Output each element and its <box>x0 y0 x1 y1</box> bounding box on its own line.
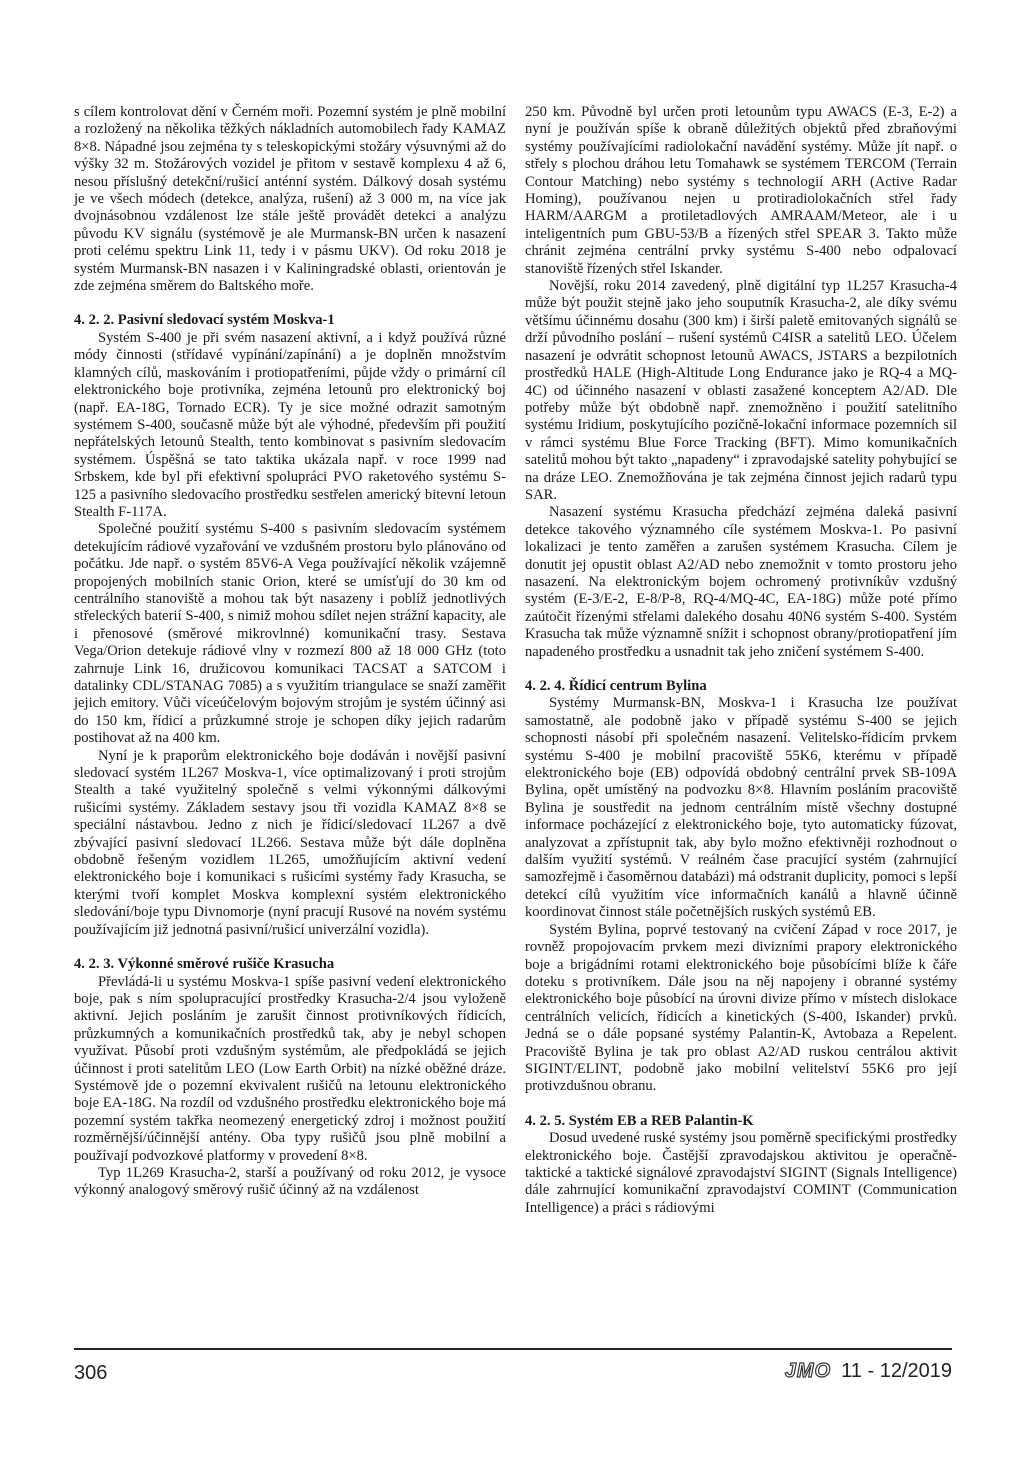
paragraph: Nasazení systému Krasucha předchází zejména daleká pasivní detekce takového významného cíle systémem Moskva-1. Po pasivní lokalizaci je tento zaměřen a zarušen systémem Krasucha. Cílem je donutit jej opustit oblast A2/AD nebo znemožnit v tomto prostoru jeho nasazení. Na elektronickým bojem ochromený protivníkův vzdušný systém (E-3/E-2, E-8/P-8, RQ-4/MQ-4C, EA-18G) může poté přímo zaútočit řízenými střelami dalekého dosahu 40N6 systém S-400. Systém Krasucha tak může významně snížit i schopnost obrany/protiopatření jím napadeného prostředku a usnadnit tak jeho zničení systémem S-400. <box>525 504 957 660</box>
section-heading: 4. 2. 5. Systém EB a REB Palantin-K <box>525 1112 754 1129</box>
footer-issue-info <box>785 1360 952 1383</box>
page-number: 306 <box>74 1362 108 1384</box>
paragraph: 250 km. Původně byl určen proti letounům typu AWACS (E-3, E-2) a nyní je používán spíše k obraně důležitých objektů před zbraňovými systémy používajícími radiolokační navádění systémy. Může jít např. o střely s plochou dráhou letu Tomahawk se systémem TERCOM (Terrain Contour Matching) nebo systémy s technologií ARH (Active Radar Homing), používanou nejen u protiradiolokačních střel řady HARM/AARGM a protiletadlových AMRAAM/Meteor, ale i u inteligentních pum GBU-53/B a řízených střel SPEAR 3. Takto může chránit zejména centrální prvky systému S-400 nebo odpalovací stanoviště řízených střel Iskander. <box>525 104 957 277</box>
paragraph: Systémy Murmansk-BN, Moskva-1 i Krasucha lze používat samostatně, ale podobně jako v případě systému S-400 se jejich schopnosti násobí při společném nasazení. Velitelsko-řídicím prvkem systému S-400 je mobilní pracoviště 55K6, kterému v případě elektronického boje (EB) odpovídá obdobný centrální prvek SB-109A Bylina, opět umístěný na podvozku 8×8. Hlavním posláním pracoviště Bylina je soustředit na jednom centrálním místě všechny dostupné informace pocházející z elektronického boje, tyto automaticky fúzovat, analyzovat a zpřístupnit tak, aby bylo možno efektivněji rozhodnout o dalším využití systémů. V reálném čase pracující systém (zahrnující samozřejmě i časoměrnou databázi) má odstranit duplicity, pomoci s lepší detekcí cílů využitím více informačních kanálů a hlavně účinně koordinovat činnost stále početnějších ruských systémů EB. <box>525 695 957 921</box>
paragraph: Typ 1L269 Krasucha-2, starší a používaný od roku 2012, je vysoce výkonný analogový směrový rušič účinný až na vzdálenost <box>74 1164 506 1199</box>
section-heading: 4. 2. 2. Pasivní sledovací systém Moskva-1 <box>74 312 335 329</box>
paragraph: s cílem kontrolovat dění v Černém moři. Pozemní systém je plně mobilní a rozložený na několika těžkých nákladních automobilech řady KAMAZ 8×8. Nápadné jsou zejména ty s teleskopickými stožáry výsuvnými až do výšky 32 m. Stožárových vozidel je přitom v sestavě komplexu 4 až 6, nesou příslušný detekční/rušicí anténní systém. Dálkový dosah systému je ve všech módech (detekce, analýza, rušení) až 3 000 m, na více jak dvojnásobnou vzdálenost lze stále ještě provádět detekci a analýzu původu KV signálu (systémově je ale Murmansk-BN určen k nasazení proti celému spektru Link 11, tedy i v pásmu UKV). Od roku 2018 je systém Murmansk-BN nasazen i v Kaliningradské oblasti, orientován je zde zejména směrem do Baltského moře. <box>74 104 506 295</box>
section-heading: 4. 2. 4. Řídicí centrum Bylina <box>525 678 707 694</box>
paragraph: Dosud uvedené ruské systémy jsou poměrně specifickými prostředky elektronického boje. Častější zpravodajskou aktivitou je operačně-taktické a taktické signálové zpravodajství SIGINT (Signals Intelligence) dále zahrnující komunikační zpravodajství COMINT (Communication Intelligence) a práci s rádiovými <box>525 1130 957 1216</box>
paragraph: Nyní je k praporům elektronického boje dodáván i novější pasivní sledovací systém 1L267 Moskva-1, více optimalizovaný i proti strojům Stealth a také využitelný společně s velmi výkonnými dálkovými rušicími systémy. Základem sestavy jsou tři vozidla KAMAZ 8×8 se speciální nástavbou. Jedno z nich je řídicí/sledovací 1L267 a dvě zbývající pasivní sledovací 1L266. Sestava může být dále doplněna obdobně řešeným vozidlem 1L265, umožňujícím aktivní vedení elektronického boje i komunikaci s rušicími systémy řady Krasucha, se kterými tvoří komplet Moskva komplexní systém elektronického sledování/boje typu Divnomorje (nyní pracují Rusové na novém systému používajícím již jednotná pasivní/rušicí univerzální vozidla). <box>74 747 506 938</box>
section-heading: 4. 2. 3. Výkonné směrové rušiče Krasucha <box>74 956 335 973</box>
journal-logo: JMO <box>784 1360 832 1382</box>
footer-divider <box>74 1348 952 1350</box>
left-column <box>74 104 506 1200</box>
paragraph: Společné použití systému S-400 s pasivním sledovacím systémem detekujícím rádiové vyzařování ve vzdušném prostoru bylo plánováno od počátku. Jde např. o systém 85V6-A Vega používající několik vzájemně propojených mobilních stanic Orion, které se umísťují do 30 km od centrálního stanoviště a mohou tak být nasazeny i poblíž jednotlivých střeleckých baterií S-400, s nimiž mohou sdílet nejen strážní kapacity, ale i přenosové (směrové mikrovlnné) komunikační trasy. Sestava Vega/Orion detekuje rádiové vlny v rozmezí 800 až 18 000 GHz (toto zahrnuje Link 16, družicovou komunikaci TACSAT a SATCOM i datalinky CDL/STANAG 7085) a s využitím triangulace se snaží zaměřit jejich emitory. Vůči víceúčelovým bojovým strojům je systém účinný asi do 150 km, řídicí a průzkumné stroje je schopen díky jejich radarům postihovat až na 400 km. <box>74 521 506 747</box>
issue-number: 11 - 12/2019 <box>841 1360 952 1382</box>
right-column <box>525 104 957 1217</box>
paragraph: Novější, roku 2014 zavedený, plně digitální typ 1L257 Krasucha-4 může být použit stejně jako jeho souputník Krasucha-2, ale díky svému většímu účinnému dosahu (300 km) i širší paletě emitovaných signálů se drží původního poslání – rušení systémů C4ISR a satelitů LEO. Účelem nasazení je odvrátit schopnost letounů AWACS, JSTARS a bezpilotních prostředků HALE (High-Altitude Long Endurance jako je RQ-4 a MQ-4C) od účinného nasazení v oblasti zasažené konceptem A2/AD. Dle potřeby může být obdobně např. znemožněno i použití satelitního systému Iridium, poskytujícího pozičně-lokační informace pozemních sil v rámci systému Blue Force Tracking (BFT). Mimo komunikačních satelitů mohou být takto „napadeny“ i zpravodajské satelity pohybující se na dráze LEO. Znemožňována je tak zejména činnost jejich radarů typu SAR. <box>525 278 957 503</box>
paragraph: Systém S-400 je při svém nasazení aktivní, a i když používá různé módy činnosti (střídavé vypínání/zapínání) a je doplněn množstvím klamných cílů, maskováním i protiopatřeními, půjde vždy o primární cíl elektronického boje protivníka, zejména letounů pro elektronický boj (např. EA-18G, Tornado ECR). Ty je sice možné odrazit samotným systémem S-400, současně může být ale výhodné, především při použití nepřátelských letounů Stealth, tento kombinovat s pasivním sledovacím systémem. Úspěšná se tato taktika ukázala např. v roce 1999 nad Srbskem, kde byl při efektivní spolupráci PVO raketového systému S-125 a pasivního sledovacího prostředku sestřelen americký bitevní letoun Stealth F-117A. <box>74 329 506 520</box>
paragraph: Systém Bylina, poprvé testovaný na cvičení Západ v roce 2017, je rovněž propojovacím prvkem mezi divizními prapory elektronického boje a brigádními rotami elektronického boje působícími blíže k čáře doteku s protivníkem. Dále jsou na něj napojeny i obranné systémy elektronického boje působící na úrovni divize přímo v místech dislokace centrálních velicích, řídicích a kinetických (S-400, Iskander) prvků. Jedná se o dále popsané systémy Palantin-K, Avtobaza a Repelent. Pracoviště Bylina je tak pro oblast A2/AD ruskou centrálou aktivit SIGINT/ELINT, podobně jako mobilní velitelství 55K6 pro její protivzdušnou obranu. <box>525 921 957 1095</box>
paragraph: Převládá-li u systému Moskva-1 spíše pasivní vedení elektronického boje, pak s ním spolupracující prostředky Krasucha-2/4 jsou vyloženě aktivní. Jejich posláním je zarušit činnost protivníkových řídicích, průzkumných a komunikačních prostředků tak, aby je nebyl schopen využívat. Působí proti vzdušným systémům, ale předpokládá se jejich účinnost i proti satelitům LEO (Low Earth Orbit) na nízké oběžné dráze. Systémově jde o pozemní ekvivalent rušičů na letounu elektronického boje EA-18G. Na rozdíl od vzdušného prostředku elektronického boje má pozemní systém takřka neomezený energetický zdroj i možnost použití rozměrnější/účinnější antény. Oba typy rušičů jsou plně mobilní a používají podvozkové platformy v provedení 8×8. <box>74 973 506 1164</box>
